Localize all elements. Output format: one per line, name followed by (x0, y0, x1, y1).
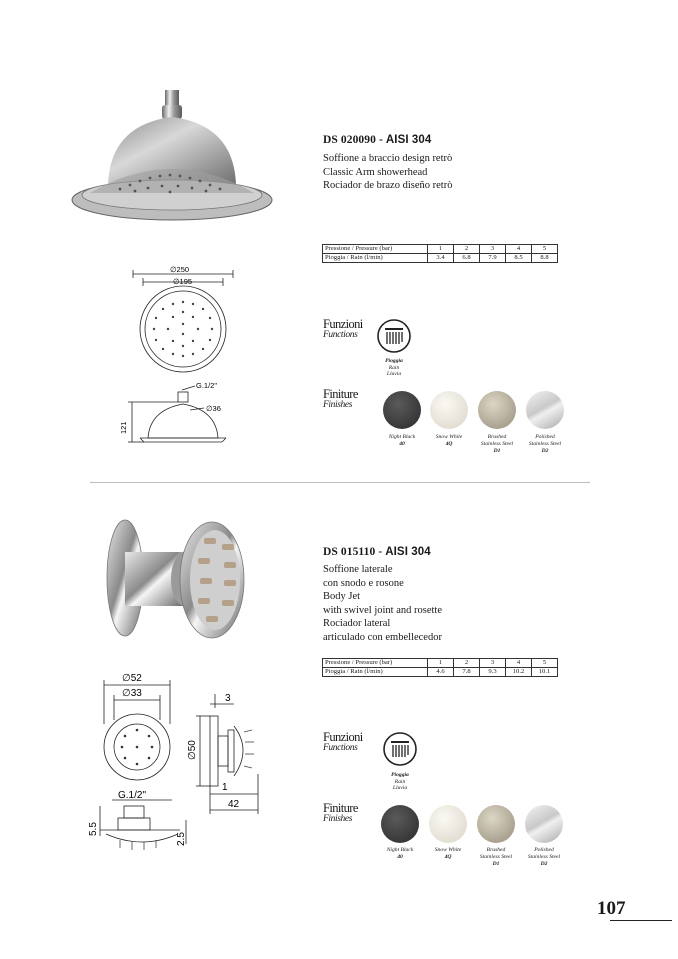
spec-table-1: Pressione / Pressure (bar) 1 2 3 4 5 Pioggia / Rain (l/min) 3.4 6.8 7.9 8.5 8.8 (322, 244, 558, 263)
finish-label-1c: Brushed Stainless Steel D1 (480, 434, 514, 454)
technical-drawing-1 (118, 262, 248, 462)
finish-label-1d: Polished Stainless Steel D2 (528, 434, 562, 454)
finish-label-2b: Snow White 4Q (434, 847, 462, 860)
rain-icon (376, 318, 412, 354)
swatch-polished-steel (525, 805, 563, 843)
product-code-2: DS 015110 - AISI 304 (323, 546, 431, 558)
dim-outer-2: ∅52 (122, 673, 142, 684)
swatch-brushed-steel (477, 805, 515, 843)
swatch-brushed-steel (478, 391, 516, 429)
finish-label-2d: Polished Stainless Steel D2 (527, 847, 561, 867)
dim-d2-2: 2.5 (176, 832, 187, 846)
dim-height-1: 121 (119, 421, 128, 434)
swatch-snow-white (429, 805, 467, 843)
finish-label-2c: Brushed Stainless Steel D1 (479, 847, 513, 867)
dim-side-2: ∅50 (187, 740, 198, 760)
dim-gap-2: 1 (222, 782, 228, 793)
page-number: 107 (597, 898, 626, 919)
product-description-2: Soffione laterale con snodo e rosone Body Jet with swivel joint and rosette Rociador lateral articulado con embellecedor (323, 564, 442, 643)
dim-inner-1: ∅195 (173, 277, 193, 286)
dim-d1-2: 5.5 (88, 822, 99, 836)
dim-thread-1: G.1/2" (196, 381, 218, 390)
dim-inner-2: ∅33 (122, 688, 142, 699)
swatch-night-black (383, 391, 421, 429)
technical-drawing-2 (82, 664, 277, 864)
dim-neck-1: ∅36 (206, 404, 221, 413)
product-photo-showerhead (70, 85, 285, 245)
product-photo-bodyjet (100, 510, 250, 645)
section-divider (90, 482, 590, 483)
finish-label-1b: Snow White 4Q (435, 434, 463, 447)
finish-label-1a: Night Black 40 (388, 434, 416, 447)
page-number-rule (610, 920, 672, 921)
functions-heading-2: Funzioni Functions (323, 730, 363, 753)
swatch-polished-steel (526, 391, 564, 429)
spec-table-2: Pressione / Pressure (bar) 1 2 3 4 5 Pioggia / Rain (l/min) 4.6 7.8 9.3 10.2 10.1 (322, 658, 558, 677)
finishes-heading-2: Finiture Finishes (323, 801, 358, 824)
functions-heading-1: Funzioni Functions (323, 317, 363, 340)
dim-top-2: 3 (225, 693, 231, 704)
rain-icon (382, 731, 418, 767)
rain-label-2: Pioggia Rain Lluvia (391, 772, 409, 791)
dim-outer-1: ∅250 (170, 265, 190, 274)
finishes-heading-1: Finiture Finishes (323, 387, 358, 410)
product-code-1: DS 020090 - AISI 304 (323, 134, 432, 146)
dim-depth-2: 42 (228, 799, 240, 810)
swatch-night-black (381, 805, 419, 843)
swatch-snow-white (430, 391, 468, 429)
finish-label-2a: Night Black 40 (386, 847, 414, 860)
dim-thread-2: G.1/2" (118, 790, 147, 801)
product-description-1: Soffione a braccio design retrò Classic Arm showerhead Rociador de brazo diseño retrò (323, 153, 453, 191)
rain-label-1: Pioggia Rain Lluvia (385, 358, 403, 377)
